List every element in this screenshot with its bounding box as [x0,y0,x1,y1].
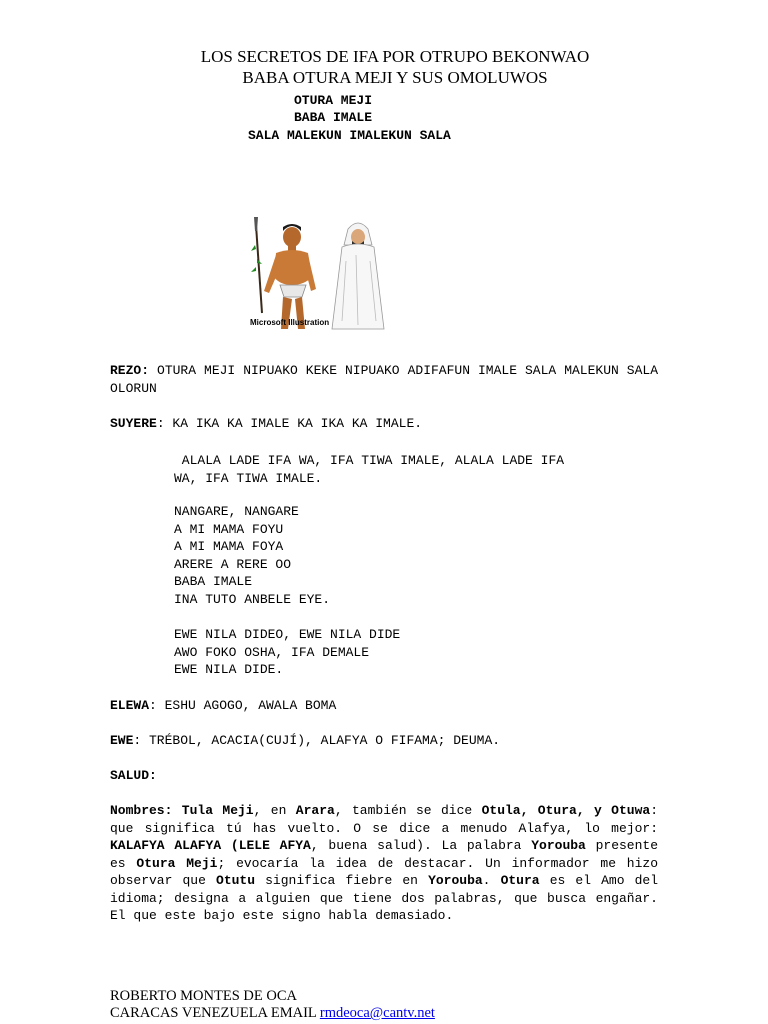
verse-line: A MI MAMA FOYU [174,521,284,537]
suyere-label: SUYERE [110,416,157,431]
verse-line: WA, IFA TIWA IMALE. [174,470,323,486]
verse-line: BABA IMALE [174,574,253,589]
verse-line: INA TUTO ANBELE EYE. [174,591,331,607]
verse-line: ALALA LADE IFA WA, IFA TIWA IMALE, ALALA LADE IFA [174,453,565,468]
salud-label: SALUD: [110,768,157,783]
verse-line: ARERE A RERE OO [174,556,292,572]
text-run: significa fiebre en [255,873,429,888]
text-run: ; evocaría la idea de destacar. Un informador me hizo observar que [110,855,659,888]
text-run: : que significa tú has vuelto. O se dice a menudo Alafya, lo mejor: [110,803,658,836]
text-run-bold: KALAFYA ALAFYA (LELE AFYA [110,838,311,853]
text-run: es el Amo del idioma; designa a alguien que tiene dos palabras, que busca engañar. El que este bajo este signo habla demasiado. [110,873,659,923]
verse-line: EWE NILA DIDEO, EWE NILA DIDE [174,627,401,642]
ewe-label: EWE [110,733,134,748]
text-run: , buena salud). La palabra [310,838,532,853]
verse-line: NANGARE, NANGARE [174,504,299,519]
sign-greeting: SALA MALEKUN IMALEKUN SALA [248,128,451,143]
document-subtitle: BABA OTURA MEJI Y SUS OMOLUWOS [242,68,548,87]
suyere-text: : KA IKA KA IMALE KA IKA KA IMALE. [156,416,423,431]
nombres-paragraph [110,802,658,925]
elewa-paragraph [110,697,658,715]
text-run: presente es [110,838,658,871]
text-run: , también se dice [334,803,482,818]
ewe-text: : TRÉBOL, ACACIA(CUJÍ), ALAFYA O FIFAMA; DEUMA. [133,733,501,748]
warriors-clipart-image [246,215,394,333]
salud-heading [110,767,658,785]
text-run-bold: Otura Meji [136,855,218,871]
verse-line: EWE NILA DIDE. [174,662,284,677]
text-run: . [482,873,501,888]
sign-name: OTURA MEJI [294,93,373,108]
text-run-bold: Otutu [216,873,256,888]
ewe-paragraph [110,732,658,750]
verse-line: A MI MAMA FOYA [174,539,284,554]
rezo-text: OTURA MEJI NIPUAKO KEKE NIPUAKO ADIFAFUN IMALE SALA MALEKUN SALA OLORUN [110,363,658,396]
sign-alias: BABA IMALE [294,110,373,125]
elewa-text: : ESHU AGOGO, AWALA BOMA [149,698,337,713]
text-run-bold: Otura [500,873,540,888]
elewa-label: ELEWA [110,698,150,713]
verse-line: AWO FOKO OSHA, IFA DEMALE [174,644,370,660]
author-name: ROBERTO MONTES DE OCA [110,988,297,1004]
nombres-bold: Nombres: Tula Meji [110,803,254,818]
document-title: LOS SECRETOS DE IFA POR OTRUPO BEKONWAO [200,47,590,66]
author-contact [110,1005,435,1022]
text-run-bold: Otula, Otura, y Otuwa [481,803,651,818]
rezo-label: REZO: [110,363,150,378]
suyere-paragraph [110,415,658,433]
rezo-paragraph [110,362,658,397]
text-run: , en [253,803,296,818]
contact-prefix: CARACAS VENEZUELA EMAIL [110,1005,320,1021]
text-run-bold: Arara [295,803,335,818]
text-run-bold: Yorouba [531,838,586,853]
text-run-bold: Yorouba [428,873,483,888]
illustration-caption: Microsoft Illustration [250,318,330,327]
email-link[interactable]: rmdeoca@cantv.net [319,1005,435,1021]
